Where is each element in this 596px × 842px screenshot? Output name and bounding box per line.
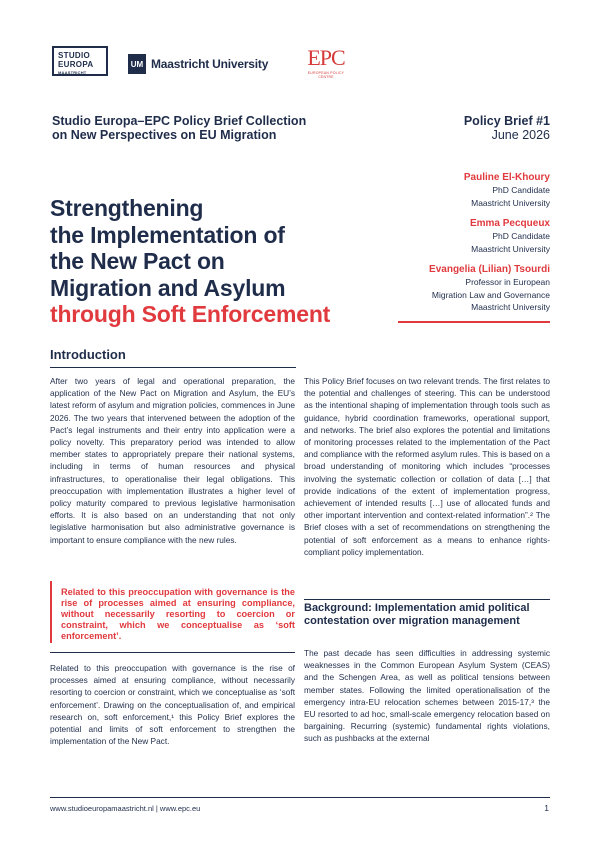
background-paragraph: The past decade has seen difficulties in addressing systemic weaknesses in the Common European Asylum System (CEAS) and the Schengen Area, as well as political tensions between member states. Following the limited operationalisation of the emergency intra-EU relocation schemes between 2015-17,³ the EU resorted to ad hoc, small-scale emergency relocation based on bargaining. Recurring (systemic) fundamental rights violations, such as pushbacks at the external bbox=[304, 648, 550, 744]
title-line3: the New Pact on bbox=[50, 248, 225, 274]
author-role: PhD Candidate bbox=[492, 185, 550, 195]
maastricht-university-logo bbox=[128, 53, 268, 75]
introduction-heading: Introduction bbox=[50, 347, 126, 362]
author-name: Pauline El-Khoury bbox=[463, 172, 550, 183]
author-divider bbox=[398, 321, 550, 323]
trends-paragraph: This Policy Brief focuses on two relevant trends. The first relates to the potential and challenges of steering. This can be understood as the intentional shaping of implementation through tools such as guidance, hybrid coordination frameworks, operational support, and networks. The brief also explores the potential and limitations of monitoring processes related to the implementation of the Pact and compliance with the reformed asylum rules. This is based on a broad understanding of monitoring which includes “processes involving the systematic collection or collation of data […] that provide indications of the extent of implementation progress, achievement of intended results […] use of allocated funds and other important intervention and context-related information”.² The Brief closes with a set of recommendations on strengthening the potential of soft enforcement as a means to enhance rights-compliant policy implementation. bbox=[304, 376, 550, 557]
title-line5: through Soft Enforcement bbox=[50, 301, 331, 327]
author-role: PhD Candidate bbox=[492, 231, 550, 241]
epc-logo-mark: EPC bbox=[307, 45, 345, 70]
author-affiliation: Maastricht University bbox=[471, 243, 550, 254]
pull-quote-text: Related to this preoccupation with governance is the rise of processes aimed at ensuring compliance, without necessarily resorting to coercion or constraint, which we conceptualise as ‘soft enforcement’. bbox=[61, 587, 295, 641]
um-logo-name: Maastricht University bbox=[151, 57, 269, 71]
background-divider bbox=[304, 599, 550, 600]
page-number: 1 bbox=[544, 803, 549, 813]
series-title-line2: on New Perspectives on EU Migration bbox=[52, 128, 277, 142]
author-affiliation: Maastricht University bbox=[471, 197, 550, 208]
author-role-line2: Migration Law and Governance bbox=[431, 289, 550, 300]
introduction-divider bbox=[50, 367, 296, 368]
epc-logo bbox=[306, 47, 346, 79]
author-list bbox=[290, 171, 550, 322]
footer-divider bbox=[50, 797, 550, 798]
intro-paragraph: After two years of legal and operational preparation, the application of the New Pact on Migration and Asylum, the EU’s latest reform of asylum and migration policies, commences in June 2026. The two years that intervened between the adoption of the Pact’s legal instruments and their entry into application were a policy novelty. This preparatory period was intended to allow member states to appropriately prepare their national systems, including in terms of human resources and physical infrastructures, to operationalise their legal obligations. This preoccupation with implementation illustrates a higher level of policy maturity compared to previous legislative harmonisation efforts. It is also based on an understanding that not only legislative harmonisation but also administrative governance is important to ensure compliance with the new rules. bbox=[50, 376, 295, 545]
brief-date: June 2026 bbox=[491, 128, 550, 142]
studio-logo-line2: EUROPA bbox=[58, 60, 94, 69]
brief-number: Policy Brief #1 bbox=[463, 114, 550, 128]
studio-logo-sub: MAASTRICHT bbox=[58, 70, 87, 75]
author-role: Professor in European bbox=[465, 277, 550, 287]
series-title bbox=[52, 114, 306, 142]
author-1 bbox=[290, 171, 550, 209]
background-heading: Background: Implementation amid political contestation over migration management bbox=[304, 602, 530, 627]
series-title-line1: Studio Europa–EPC Policy Brief Collection bbox=[52, 114, 307, 128]
author-affiliation: Maastricht University bbox=[471, 302, 550, 312]
author-2 bbox=[290, 217, 550, 255]
document-title bbox=[50, 195, 330, 328]
footer-links[interactable]: www.studioeuropamaastricht.nl | www.epc.eu bbox=[50, 804, 201, 813]
title-line4: Migration and Asylum bbox=[50, 274, 286, 301]
studio-logo-line1: STUDIO bbox=[58, 51, 91, 60]
title-line1: Strengthening bbox=[50, 195, 204, 221]
soft-enforcement-paragraph: Related to this preoccupation with governance is the rise of processes aimed at ensuring compliance, without necessarily resorting to coercion or constraint, which we conceptualise as ‘soft enforcement’. Drawing on the conceptualisation of, and empirical research on, soft enforcement,¹ this Policy Brief explores the potential and limits of soft enforcement to strengthen the implementation of the New Pact. bbox=[50, 663, 295, 747]
author-name: Emma Pecqueux bbox=[469, 218, 550, 229]
studio-europa-logo bbox=[52, 46, 108, 76]
epc-logo-sub: EUROPEAN POLICY CENTRE bbox=[307, 71, 345, 79]
author-name: Evangelia (Lilian) Tsourdi bbox=[429, 264, 550, 275]
um-mark-icon: UM bbox=[128, 54, 146, 74]
pull-quote-divider bbox=[50, 652, 295, 653]
author-3 bbox=[290, 263, 550, 314]
pull-quote bbox=[50, 581, 295, 643]
title-line2: the Implementation of bbox=[50, 221, 285, 248]
